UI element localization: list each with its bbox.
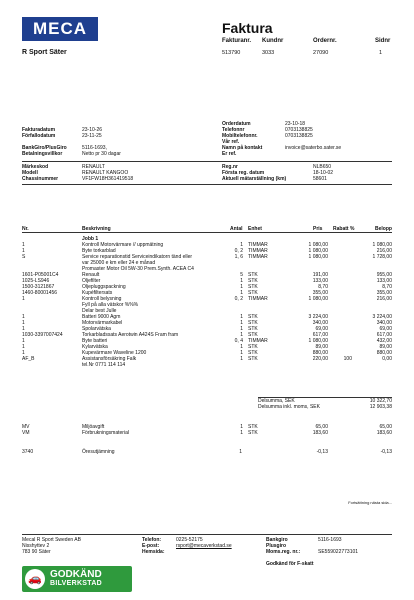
item-description: Oljepluggspackning bbox=[82, 284, 126, 290]
website-label: Hemsida: bbox=[142, 549, 165, 555]
item-description: var 25000 e km eller 24 e månad bbox=[82, 260, 156, 266]
item-price: 1 080,00 bbox=[308, 248, 328, 254]
item-quantity: 0, 2 bbox=[234, 296, 243, 302]
item-amount: 216,00 bbox=[376, 248, 392, 254]
item-amount: 1 080,00 bbox=[372, 242, 392, 248]
item-price: 1 080,00 bbox=[308, 242, 328, 248]
item-amount: 133,00 bbox=[376, 278, 392, 284]
item-price: 191,00 bbox=[312, 272, 328, 278]
item-amount: 0,00 bbox=[382, 356, 392, 362]
info-label: Telefonnr bbox=[222, 127, 245, 133]
fee-price: 65,00 bbox=[315, 424, 328, 430]
badge-line1: GODKÄND bbox=[50, 569, 102, 580]
item-price: 220,00 bbox=[312, 356, 328, 362]
item-amount: 340,00 bbox=[376, 320, 392, 326]
col-unit: Enhet bbox=[248, 226, 262, 232]
fee-unit: STK bbox=[248, 424, 258, 430]
vehicle-value: RENAULT KANGOO bbox=[82, 170, 129, 176]
table-row bbox=[0, 362, 414, 368]
item-amount: 216,00 bbox=[376, 296, 392, 302]
item-amount: 432,00 bbox=[376, 338, 392, 344]
customer-no: 3033 bbox=[262, 50, 275, 56]
fee-row bbox=[0, 430, 414, 436]
item-nr: 1500-3121867 bbox=[22, 284, 55, 290]
info-value: 23-10-18 bbox=[285, 121, 306, 127]
vat-reg-value: SE559022773101 bbox=[318, 549, 359, 555]
item-amount: 89,00 bbox=[379, 344, 392, 350]
item-quantity: 0, 2 bbox=[234, 248, 243, 254]
col-nr: Nr. bbox=[22, 226, 29, 232]
info-value: 5116-1693, bbox=[82, 145, 107, 151]
item-nr: 1030-3397007424 bbox=[22, 332, 63, 338]
item-quantity: 1 bbox=[240, 290, 243, 296]
item-price: 1 080,00 bbox=[308, 254, 328, 260]
vehicle-label: Första reg. datum bbox=[222, 170, 265, 176]
col-quantity: Antal bbox=[230, 226, 243, 232]
item-unit: TIMMAR bbox=[248, 248, 268, 254]
item-nr: 1601-P05001C4 bbox=[22, 272, 59, 278]
item-quantity: 1 bbox=[240, 278, 243, 284]
item-description: tel.Nr 0771 114 114 bbox=[82, 362, 126, 368]
item-quantity: 1 bbox=[240, 332, 243, 338]
info-label: Förfallodatum bbox=[22, 133, 56, 139]
item-price: 133,00 bbox=[312, 278, 328, 284]
item-description: Jobb 1 bbox=[82, 236, 99, 242]
badge-line2: BILVERKSTAD bbox=[50, 580, 103, 587]
item-price: 617,00 bbox=[312, 332, 328, 338]
order-no-label: Ordernr. bbox=[313, 38, 337, 44]
invoice-no: 513790 bbox=[222, 50, 241, 56]
item-price: 1 080,00 bbox=[308, 296, 328, 302]
item-unit: STK bbox=[248, 290, 258, 296]
item-nr: AF_B bbox=[22, 356, 35, 362]
info-value: 0703138825 bbox=[285, 127, 313, 133]
vat-reg-label: Moms.reg. nr.: bbox=[266, 549, 301, 555]
vehicle-value: RENAULT bbox=[82, 164, 105, 170]
divider bbox=[22, 232, 392, 233]
item-description: Byte batteri bbox=[82, 338, 108, 344]
item-price: 355,00 bbox=[312, 290, 328, 296]
rounding-desc: Öresutjämning bbox=[82, 449, 115, 455]
item-quantity: 1 bbox=[240, 320, 243, 326]
item-nr: 1 bbox=[22, 320, 25, 326]
company-city: 783 90 Säter bbox=[22, 549, 51, 555]
item-nr: S bbox=[22, 254, 26, 260]
item-quantity: 5 bbox=[240, 272, 243, 278]
item-quantity: 1 bbox=[240, 242, 243, 248]
item-price: 880,00 bbox=[312, 350, 328, 356]
item-nr: 1 bbox=[22, 242, 25, 248]
subtotal-value: 10 322,70 bbox=[369, 398, 392, 404]
col-amount: Belopp bbox=[375, 226, 392, 232]
page-title: Faktura bbox=[222, 20, 273, 36]
item-nr: 1 bbox=[22, 338, 25, 344]
item-description: Kontroll belysning bbox=[82, 296, 122, 302]
item-price: 3 224,00 bbox=[308, 314, 328, 320]
plusgiro-label: Plusgiro bbox=[266, 543, 287, 549]
fee-quantity: 1 bbox=[240, 424, 243, 430]
item-discount: 100 bbox=[343, 356, 352, 362]
item-quantity: 1, 6 bbox=[234, 254, 243, 260]
approved-workshop-badge bbox=[22, 566, 132, 592]
info-value: 23-11-25 bbox=[82, 133, 102, 139]
vehicle-value: 18-10-02 bbox=[313, 170, 334, 176]
fee-unit: STK bbox=[248, 430, 258, 436]
page-no: 1 bbox=[379, 50, 383, 56]
item-unit: TIMMAR bbox=[248, 242, 268, 248]
item-description: Assistansförsäkring Falk bbox=[82, 356, 137, 362]
info-label: Betalningsvillkor bbox=[22, 151, 63, 157]
item-unit: STK bbox=[248, 314, 258, 320]
rounding-amount: -0,13 bbox=[380, 449, 392, 455]
company-name: Mecal R Sport Sweden AB bbox=[22, 537, 81, 543]
item-unit: TIMMAR bbox=[248, 254, 268, 260]
fee-description: Miljöavgift bbox=[82, 424, 105, 430]
divider bbox=[22, 534, 392, 535]
item-unit: STK bbox=[248, 278, 258, 284]
rounding-nr: 3740 bbox=[22, 449, 34, 455]
item-price: 1 080,00 bbox=[308, 338, 328, 344]
vehicle-label: Reg.nr bbox=[222, 164, 238, 170]
subtotal-incl-vat-value: 12 903,38 bbox=[369, 404, 392, 410]
vehicle-value: NLB650 bbox=[313, 164, 332, 170]
vehicle-value: 58601 bbox=[313, 176, 327, 182]
item-unit: TIMMAR bbox=[248, 296, 268, 302]
item-amount: 1 728,00 bbox=[372, 254, 392, 260]
item-nr: 1 bbox=[22, 296, 25, 302]
item-amount: 3 224,00 bbox=[372, 314, 392, 320]
fee-amount: 183,60 bbox=[376, 430, 392, 436]
email-link[interactable]: rsport@mecaverkstad.se bbox=[176, 543, 232, 549]
item-description: Byte torkarblad bbox=[82, 248, 116, 254]
meca-logo: MECA bbox=[22, 17, 98, 41]
bankgiro-value: 5116-1693 bbox=[318, 537, 342, 543]
item-description: Kupevärmare Waveline 1200 bbox=[82, 350, 147, 356]
item-nr: 1025-LS946 bbox=[22, 278, 50, 284]
vehicle-label: Chassinummer bbox=[22, 176, 59, 182]
item-description: Delar best Julle bbox=[82, 308, 117, 314]
info-label: Er ref. bbox=[222, 151, 237, 157]
item-amount: 617,00 bbox=[376, 332, 392, 338]
info-label: BankGiro/PlusGiro bbox=[22, 145, 67, 151]
item-amount: 8,70 bbox=[382, 284, 392, 290]
item-unit: STK bbox=[248, 350, 258, 356]
item-quantity: 1 bbox=[240, 284, 243, 290]
col-price: Pris bbox=[313, 226, 323, 232]
item-unit: STK bbox=[248, 284, 258, 290]
car-icon: 🚗 bbox=[25, 569, 45, 589]
item-price: 89,00 bbox=[315, 344, 328, 350]
item-quantity: 1 bbox=[240, 314, 243, 320]
info-label: Namn på kontakt bbox=[222, 145, 263, 151]
item-description: Renault bbox=[82, 272, 100, 278]
item-description: Kontroll Motorvärmare // uppmätning bbox=[82, 242, 164, 248]
info-value: Netto pr 30 dagar bbox=[82, 151, 121, 157]
vehicle-label: Modell bbox=[22, 170, 38, 176]
item-quantity: 1 bbox=[240, 326, 243, 332]
fee-nr: VM bbox=[22, 430, 30, 436]
vehicle-value: VF1FW18H361419518 bbox=[82, 176, 134, 182]
item-unit: STK bbox=[248, 326, 258, 332]
item-quantity: 1 bbox=[240, 344, 243, 350]
item-price: 8,70 bbox=[318, 284, 328, 290]
info-label: Orderdatum bbox=[222, 121, 251, 127]
item-amount: 69,00 bbox=[379, 326, 392, 332]
item-amount: 880,00 bbox=[376, 350, 392, 356]
info-label: Mobiltelefonnr. bbox=[222, 133, 258, 139]
vehicle-label: Märkeskod bbox=[22, 164, 49, 170]
fee-amount: 65,00 bbox=[379, 424, 392, 430]
item-price: 69,00 bbox=[315, 326, 328, 332]
fee-price: 183,60 bbox=[312, 430, 328, 436]
item-description: Motorvärmarkabel bbox=[82, 320, 123, 326]
fee-quantity: 1 bbox=[240, 430, 243, 436]
info-value: 23-10-26 bbox=[82, 127, 103, 133]
info-label: Vår ref. bbox=[222, 139, 240, 145]
item-unit: STK bbox=[248, 320, 258, 326]
col-discount: Rabatt % bbox=[333, 226, 355, 232]
divider bbox=[22, 161, 392, 162]
order-no: 27090 bbox=[313, 50, 329, 56]
item-description: Fyll på alla vätskor %%% bbox=[82, 302, 139, 308]
item-nr: 1 bbox=[22, 344, 25, 350]
col-description: Beskrivning bbox=[82, 226, 111, 232]
item-unit: STK bbox=[248, 356, 258, 362]
rounding-price: -0,13 bbox=[316, 449, 328, 455]
item-quantity: 1 bbox=[240, 350, 243, 356]
info-value: 0703138825 bbox=[285, 133, 313, 139]
item-description: Promaster Motor Oil 5W-30 Prem.Synth. ACEA C4 bbox=[82, 266, 194, 272]
divider bbox=[22, 184, 392, 185]
item-description: Kupéfiltersats bbox=[82, 290, 113, 296]
phone-label: Telefon: bbox=[142, 537, 162, 543]
fee-description: Förbrukningsmaterial bbox=[82, 430, 129, 436]
continued-note: Fortsättning nästa sida... bbox=[348, 500, 392, 505]
invoice-no-label: Fakturanr. bbox=[222, 38, 252, 44]
item-quantity: 1 bbox=[240, 356, 243, 362]
item-nr: 1 bbox=[22, 350, 25, 356]
item-unit: STK bbox=[248, 272, 258, 278]
f-tax-note: Godkänd för F-skatt bbox=[266, 561, 314, 567]
item-unit: STK bbox=[248, 332, 258, 338]
item-nr: 1 bbox=[22, 248, 25, 254]
customer-no-label: Kundnr bbox=[262, 38, 284, 44]
fee-nr: MV bbox=[22, 424, 30, 430]
item-description: Kylarvätska bbox=[82, 344, 108, 350]
company-address: Nisshyttev 2 bbox=[22, 543, 50, 549]
rounding-qty: 1 bbox=[239, 449, 242, 455]
item-nr: 1 bbox=[22, 326, 25, 332]
phone-value: 0225-52175 bbox=[176, 537, 203, 543]
shop-name: R Sport Säter bbox=[22, 49, 67, 56]
item-nr: 1 bbox=[22, 314, 25, 320]
item-amount: 355,00 bbox=[376, 290, 392, 296]
subtotal-incl-vat-label: Delsumma inkl. moms, SEK bbox=[258, 404, 320, 410]
item-price: 340,00 bbox=[312, 320, 328, 326]
subtotal-label: Delsumma, SEK bbox=[258, 398, 295, 404]
item-description: Spolarvätska bbox=[82, 326, 111, 332]
item-amount: 955,00 bbox=[376, 272, 392, 278]
rounding-row bbox=[0, 449, 414, 455]
item-nr: 1460-80001456 bbox=[22, 290, 58, 296]
item-description: Torkarbladssats Aerotwin A424S Fram fram bbox=[82, 332, 179, 338]
item-quantity: 0, 4 bbox=[234, 338, 243, 344]
item-description: Service reparationstid Serviceindikatorn tänd eller bbox=[82, 254, 193, 260]
item-unit: TIMMAR bbox=[248, 338, 268, 344]
contact-email: invoice@saterbo.sater.se bbox=[285, 145, 342, 151]
item-description: Oljefilter bbox=[82, 278, 101, 284]
item-unit: STK bbox=[248, 344, 258, 350]
page-no-label: Sidnr bbox=[375, 38, 391, 44]
vehicle-label: Aktuell mätarställning (km) bbox=[222, 176, 287, 182]
info-label: Fakturadatum bbox=[22, 127, 56, 133]
bankgiro-label: Bankgiro bbox=[266, 537, 288, 543]
email-label: E-post: bbox=[142, 543, 160, 549]
item-description: Batteri 9000 Agm bbox=[82, 314, 121, 320]
